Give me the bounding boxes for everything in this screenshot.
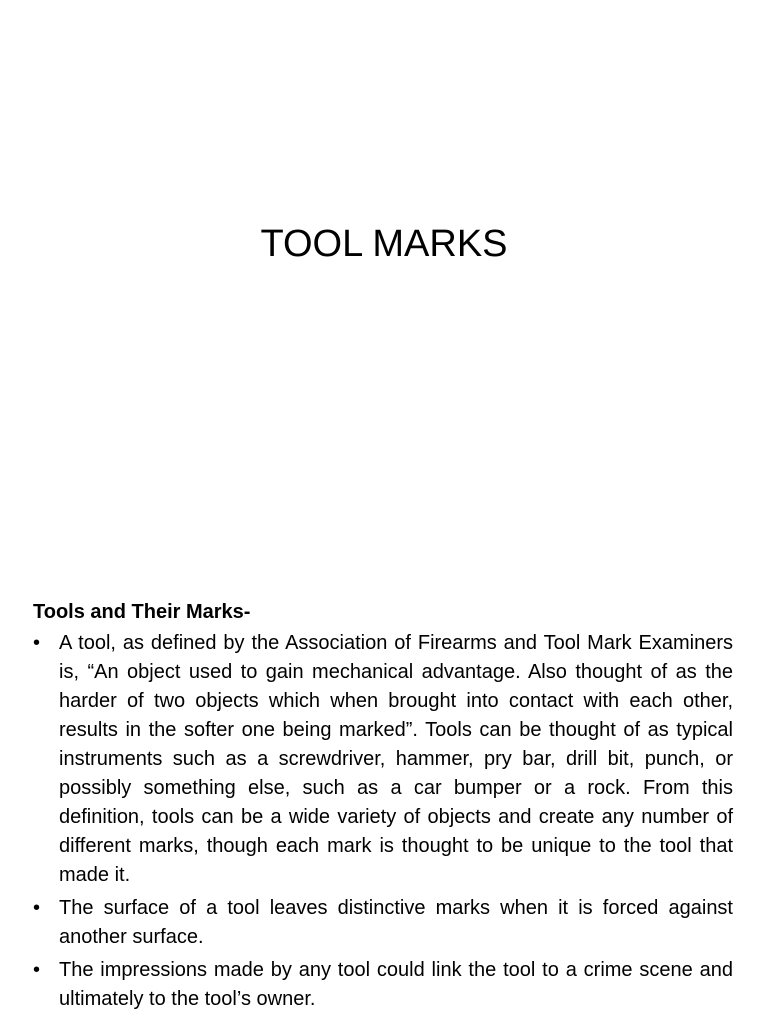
bullet-text: The impressions made by any tool could link the tool to a crime scene and ultimately to the tool’s owner. xyxy=(59,959,733,1010)
slide-title: TOOL MARKS xyxy=(260,223,508,265)
bullet-text: The surface of a tool leaves distinctive marks when it is forced against another surface. xyxy=(59,897,733,948)
bullet-icon: • xyxy=(33,897,41,919)
bullet-text: A tool, as defined by the Association of Firearms and Tool Mark Examiners is, “An object used to gain mechanical advantage. Also thought of as the harder of two objects which when brought into contact with each other, results in the softer one being marked”. Tools can be thought of as typical instruments such as a screwdriver, hammer, pry bar, drill bit, punch, or possibly something else, such as a car bumper or a rock. From this definition, tools can be a wide variety of objects and create any number of different marks, though each mark is thought to be unique to the tool that made it. xyxy=(59,632,733,886)
content-body xyxy=(33,598,733,1014)
bullet-icon: • xyxy=(33,632,41,654)
bullet-list xyxy=(33,629,733,1014)
bullet-item xyxy=(33,894,733,952)
section-heading: Tools and Their Marks- xyxy=(33,601,251,623)
bullet-item xyxy=(33,629,733,890)
bullet-icon: • xyxy=(33,959,41,981)
bullet-item xyxy=(33,956,733,1014)
